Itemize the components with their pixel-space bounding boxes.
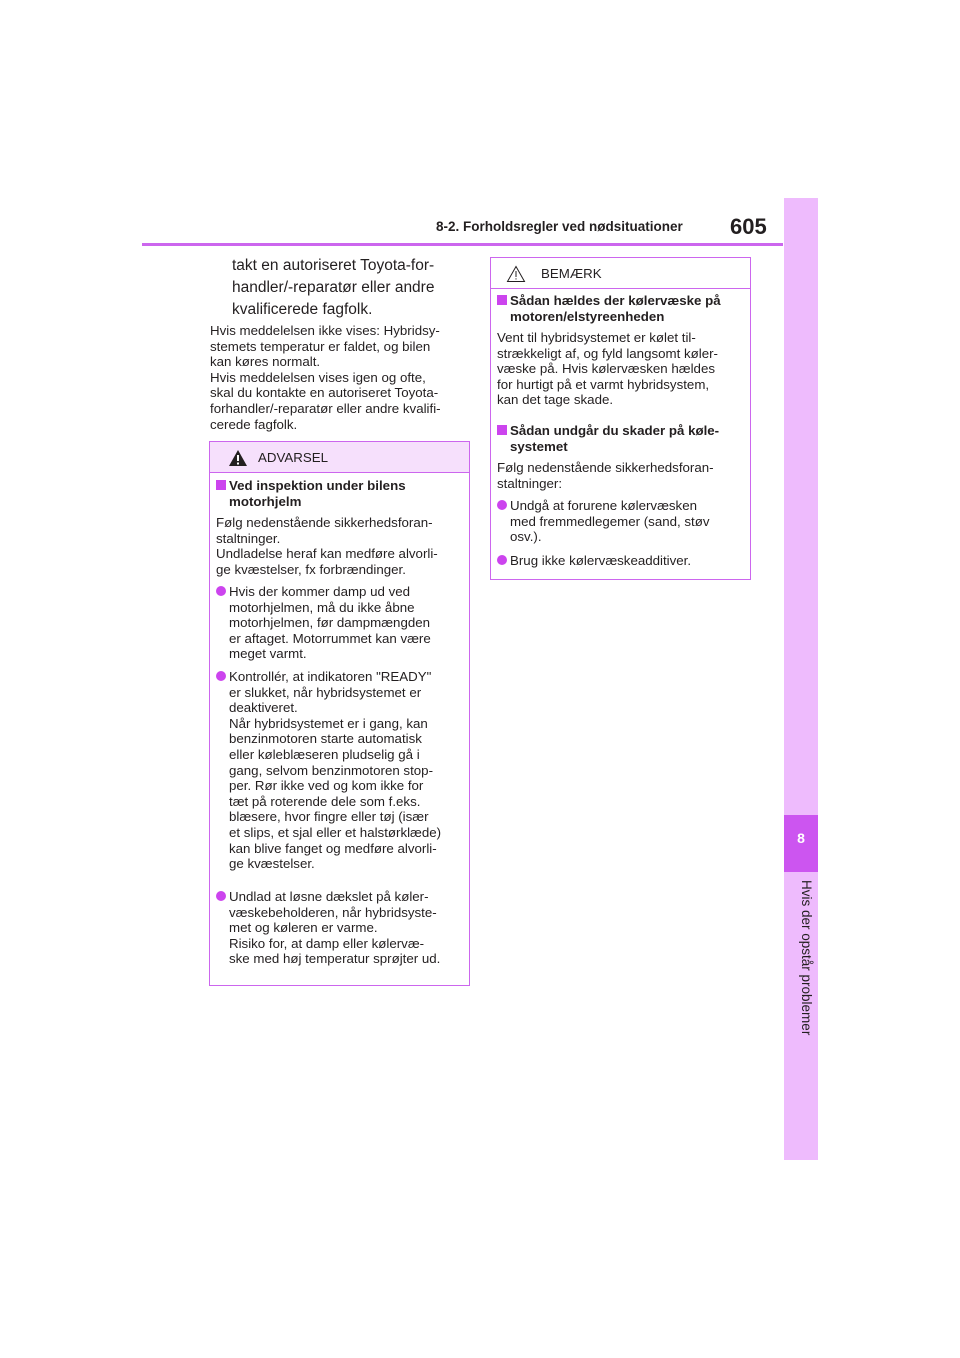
notice-box xyxy=(490,257,751,580)
text-line: osv.). xyxy=(510,529,542,545)
text-line: Følg nedenstående sikkerhedsforan- xyxy=(216,515,433,530)
text-line: Når hybridsystemet er i gang, kan xyxy=(229,715,428,731)
text-line: for hurtigt på et varmt hybridsystem, xyxy=(497,376,710,392)
text-line: er slukket, når hybridsystemet er xyxy=(229,684,422,700)
notice-heading xyxy=(510,293,721,324)
warning-triangle-icon xyxy=(228,449,248,467)
text-line: et slips, et sjal eller et halstørklæde) xyxy=(229,824,442,840)
text-line: Følg nedenstående sikkerhedsforan- xyxy=(497,460,714,475)
section-title: 8-2. Forholdsregler ved nødsituationer xyxy=(436,219,683,234)
text-line: Vent til hybridsystemet er kølet til- xyxy=(497,330,696,345)
square-bullet-icon xyxy=(497,425,507,435)
text-line: eller kølеblæseren pludselig gå i xyxy=(229,746,420,762)
intro-note xyxy=(210,323,470,432)
header-rule xyxy=(142,243,783,246)
text-line: kan blive fanget og medføre alvorli- xyxy=(229,840,437,856)
warning-heading xyxy=(229,478,406,509)
text-line: strækkeligt af, og fyld langsomt køler- xyxy=(497,345,718,361)
text-line: ge kvæstelser, fx forbrændinger. xyxy=(216,561,406,577)
text-line: væskebeholderen, når hybridsyste- xyxy=(229,904,437,920)
chapter-label: Hvis der opstår problemer xyxy=(799,880,814,1036)
text-line: forhandler/-reparatør eller andre kvalifi- xyxy=(210,400,441,416)
text-line: motorhjelm xyxy=(229,493,302,509)
chapter-number: 8 xyxy=(797,830,805,846)
round-bullet-icon xyxy=(216,891,226,901)
text-line: kan køres normalt. xyxy=(210,354,321,370)
text-line: Kontrollér, at indikatoren "READY" xyxy=(229,669,432,684)
warning-header xyxy=(210,442,469,473)
text-line: kan det tage skade. xyxy=(497,392,614,408)
text-line: per. Rør ikke ved og kom ikke for xyxy=(229,778,424,794)
text-line: Sådan undgår du skader på køle- xyxy=(510,423,720,438)
text-line: stemets temperatur er faldet, og bilen xyxy=(210,338,431,354)
text-line: Hvis meddelelsen ikke vises: Hybridsy- xyxy=(210,323,440,338)
round-bullet-icon xyxy=(216,586,226,596)
text-line: Brug ikke kølervæskeadditiver. xyxy=(510,553,692,568)
text-line: kvalificerede fagfolk. xyxy=(232,301,373,318)
text-line: blæsere, hvor fingre eller tøj (især xyxy=(229,809,429,825)
notice-label: BEMÆRK xyxy=(541,266,602,281)
text-line: Undladelse heraf kan medføre alvorli- xyxy=(216,546,438,562)
caution-triangle-outline-icon xyxy=(506,265,526,283)
notice-body xyxy=(497,330,718,408)
warning-box xyxy=(209,441,470,986)
intro-continuation xyxy=(232,255,472,321)
text-line: gang, selvom benzinmotoren stop- xyxy=(229,762,433,778)
text-line: Hvis meddelelsen vises igen og ofte, xyxy=(210,369,426,385)
text-line: Undgå at forurene kølervæsken xyxy=(510,498,697,513)
text-line: tæt på roterende dele som f.eks. xyxy=(229,793,421,809)
text-line: meget varmt. xyxy=(229,646,307,662)
text-line: staltninger: xyxy=(497,475,563,491)
text-line: motorhjelmen, før dampmængden xyxy=(229,615,431,631)
warning-label: ADVARSEL xyxy=(258,450,328,465)
square-bullet-icon xyxy=(216,480,226,490)
text-line: takt en autoriseret Toyota-for- xyxy=(232,257,435,274)
page-number: 605 xyxy=(730,214,767,239)
text-line: ge kvæstelser. xyxy=(229,856,315,872)
text-line: Undlad at løsne dækslet på køler- xyxy=(229,889,429,904)
text-line: skal du kontakte en autoriseret Toyota- xyxy=(210,385,439,401)
text-line: met og køleren er varme. xyxy=(229,920,378,936)
round-bullet-icon xyxy=(497,555,507,565)
notice-body xyxy=(497,460,714,491)
text-line: deaktiveret. xyxy=(229,700,298,716)
text-line: med fremmedlegemer (sand, støv xyxy=(510,513,710,529)
notice-heading xyxy=(510,423,719,454)
round-bullet-icon xyxy=(216,671,226,681)
text-line: handler/-reparatør eller andre xyxy=(232,279,435,296)
text-line: benzinmotoren starte automatisk xyxy=(229,731,422,747)
text-line: væske på. Hvis kølervæsken hældes xyxy=(497,361,715,377)
text-line: Ved inspektion under bilens xyxy=(229,478,406,493)
text-line: cerede fagfolk. xyxy=(210,416,298,432)
text-line: systemet xyxy=(510,438,568,454)
text-line: Hvis der kommer damp ud ved xyxy=(229,584,411,599)
text-line: er aftaget. Motorrummet kan være xyxy=(229,630,431,646)
text-line: ske med høj temperatur sprøjter ud. xyxy=(229,951,441,967)
text-line: motorhjelmen, må du ikke åbne xyxy=(229,599,415,615)
text-line: motoren/elstyreenheden xyxy=(510,308,665,324)
text-line: staltninger. xyxy=(216,530,281,546)
round-bullet-icon xyxy=(497,500,507,510)
text-line: Risiko for, at damp eller kølervæ- xyxy=(229,935,425,951)
notice-header xyxy=(491,258,750,289)
warning-intro xyxy=(216,515,438,577)
square-bullet-icon xyxy=(497,295,507,305)
text-line: Sådan hældes der kølervæske på xyxy=(510,293,721,308)
